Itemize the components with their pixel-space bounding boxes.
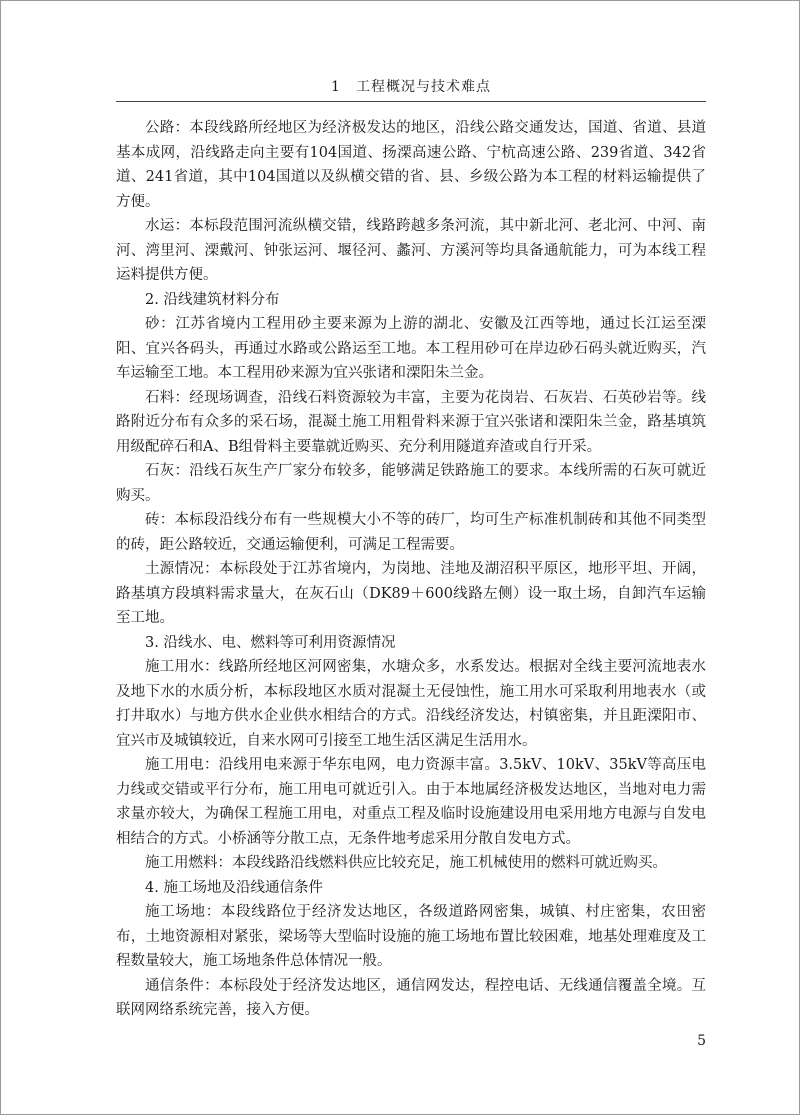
paragraph-stone: 石料：经现场调查，沿线石料资源较为丰富，主要为花岗岩、石灰岩、石英砂岩等。线路附近分布有众多的采石场，混凝土施工用粗骨料来源于宜兴张诸和溧阳朱兰金，路基填筑用级配碎石和A、B组骨料主要靠就近购买、充分利用隧道弃渣或自行开采。 xyxy=(116,389,706,455)
paragraph-construction-power: 施工用电：沿线用电来源于华东电网，电力资源丰富。3.5kV、10kV、35kV等高压电力线或交错或平行分布，施工用电可就近引入。由于本地属经济极发达地区，当地对电力需求量亦较大，为确保工程施工用电，对重点工程及临时设施建设用电采用地方电源与自发电相结合的方式。小桥涵等分散工点，无条件地考虑采用分散自发电方式。 xyxy=(116,757,706,847)
paragraph-road: 公路：本段线路所经地区为经济极发达的地区，沿线公路交通发达，国道、省道、县道基本成网，沿线路走向主要有104国道、扬溧高速公路、宁杭高速公路、239省道、342省道、241省道，其中104国道以及纵横交错的省、县、乡级公路为本工程的材料运输提供了方便。 xyxy=(116,120,706,210)
document-body xyxy=(116,116,706,1023)
section-heading-materials: 2. 沿线建筑材料分布 xyxy=(145,291,280,308)
paragraph-soil: 土源情况：本标段处于江苏省境内，为岗地、洼地及湖沼积平原区，地形平坦、开阔，路基填方段填料需求量大，在灰石山（DK89＋600线路左侧）设一取土场，自卸汽车运输至工地。 xyxy=(116,561,706,626)
paragraph-sand: 砂：江苏省境内工程用砂主要来源为上游的湖北、安徽及江西等地，通过长江运至溧阳、宜兴各码头，再通过水路或公路运至工地。本工程用砂可在岸边砂石码头就近购买，汽车运输至工地。本工程用砂来源为宜兴张诸和溧阳朱兰金。 xyxy=(116,316,706,381)
paragraph-construction-water: 施工用水：线路所经地区河网密集，水塘众多，水系发达。根据对全线主要河流地表水及地下水的水质分析，本标段地区水质对混凝土无侵蚀性，施工用水可采取利用地表水（或打井取水）与地方供水企业供水相结合的方式。沿线经济发达，村镇密集，并且距溧阳市、宜兴市及城镇较近，自来水网可引接至工地生活区满足生活用水。 xyxy=(116,659,706,749)
paragraph-construction-fuel: 施工用燃料：本段线路沿线燃料供应比较充足，施工机械使用的燃料可就近购买。 xyxy=(145,855,667,871)
paragraph-brick: 砖：本标段沿线分布有一些规模大小不等的砖厂，均可生产标准机制砖和其他不同类型的砖，距公路较近，交通运输便利，可满足工程需要。 xyxy=(116,512,706,553)
paragraph-communication: 通信条件：本标段处于经济发达地区，通信网发达，程控电话、无线通信覆盖全境。互联网网络系统完善，接入方便。 xyxy=(116,977,706,1018)
section-heading-site-communication: 4. 施工场地及沿线通信条件 xyxy=(145,879,323,896)
paragraph-lime: 石灰：沿线石灰生产厂家分布较多，能够满足铁路施工的要求。本线所需的石灰可就近购买。 xyxy=(116,463,706,504)
header-rule xyxy=(116,101,706,102)
section-heading-resources: 3. 沿线水、电、燃料等可利用资源情况 xyxy=(145,634,396,651)
paragraph-water-transport: 水运：本标段范围河流纵横交错，线路跨越多条河流，其中新北河、老北河、中河、南河、湾里河、溧戴河、钟张运河、堰径河、蠡河、方溪河等均具备通航能力，可为本线工程运料提供方便。 xyxy=(116,218,706,283)
running-header: 1 工程概况与技术难点 xyxy=(331,79,491,95)
paragraph-construction-site: 施工场地：本段线路位于经济发达地区，各级道路网密集，城镇、村庄密集，农田密布，土地资源相对紧张，梁场等大型临时设施的施工场地布置比较困难，地基处理难度及工程数量较大，施工场地条件总体情况一般。 xyxy=(116,904,706,969)
page-number: 5 xyxy=(697,1033,706,1049)
